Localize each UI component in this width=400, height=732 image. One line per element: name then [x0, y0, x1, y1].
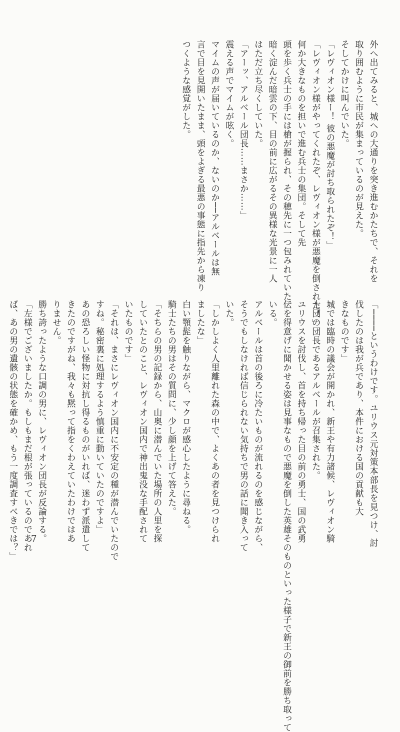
- lower-text-line: アルベールは首の後ろに冷たいものが流れるのを感じながら、: [252, 300, 263, 552]
- upper-text-line: 「アーッ、アルベール団長……まさか……」: [238, 40, 249, 220]
- upper-text-line: 何か大きなものを担いで進む兵士の集団。そして先: [295, 40, 306, 247]
- upper-text-line: 震える声でマイムが呟く。: [223, 40, 234, 148]
- upper-text-line: 頭を歩く兵士の手には槍が握られ、その穂先に一つ包みれていた。: [281, 40, 292, 310]
- lower-text-line: 伝を得意げに聞かせる姿は見事なもので悪魔を倒した英雄そのものといった様子で新王の御前を勝ち取って: [281, 300, 292, 732]
- lower-text-line: そうでもしなければ信じられない気持ちで男の話に聞き入って: [238, 300, 249, 552]
- lower-text-line: 伐したのは我が兵であり、本件における国の貢献も大: [353, 300, 364, 516]
- lower-text-line: ましたな」: [195, 300, 206, 345]
- upper-text-line: 外へ出てみると、城への大通りを突き進むかたちで、それを: [368, 40, 378, 283]
- upper-text-line: そしてかけに叫んでいた。: [339, 40, 350, 148]
- lower-text-line: ば、あの男の遺骸の状態を確かめ、もう一度調査すべきでは？」: [7, 300, 18, 561]
- lower-text-line: いたものです」: [123, 300, 134, 363]
- lower-text-line: すね。秘密裏に処理するよう慎重に動いていたのですよ」: [94, 300, 105, 534]
- lower-text-line: 勝ち誇ったような口調の男に、レヴィオン団長が反論する。: [36, 300, 47, 543]
- upper-text-line: マイムの声が届いているのか、ないのか──アルベールは無: [209, 40, 220, 277]
- lower-text-block: [7, 300, 380, 732]
- lower-text-line: ユリウスを討伐し、首を持ち帰った目の前の勇士、国の武勇: [295, 300, 306, 543]
- upper-text-line: 言で目を見開いたまま、頭をよぎる最悪の事態に指先から凍り: [195, 40, 206, 292]
- lower-text-line: 「────というわけです。ユリウス元対策本部長を見つけ、討: [368, 300, 378, 548]
- upper-text-line: 取り囲むように市民が集まっているのが見えた。: [353, 40, 364, 238]
- lower-text-line: 「そちらの男の記録から、山奥に潜んでいた場所の人里を探: [151, 300, 162, 543]
- lower-text-line: 城では臨時の議会が開かれ、新王や有力諸候、レヴィオン騎: [324, 300, 335, 543]
- lower-text-line: りません。: [51, 300, 62, 345]
- upper-text-line: 「レヴィオン様がやってくれたぞ、レヴィオン様が悪魔を倒された！」: [310, 40, 321, 328]
- lower-text-line: いる。: [267, 300, 278, 327]
- upper-text-line: はただ立ち尽くしていた。: [252, 40, 263, 148]
- upper-text-line: 暗く淀んだ暗雲の下、目の前に広がるその異様な光景に一人: [267, 40, 278, 283]
- page-number: 7: [31, 535, 37, 545]
- lower-text-line: 「しかしよく人里離れた森の中で、よくあの者を見つけられ: [209, 300, 220, 543]
- lower-text-line: きたのですがね、我々も黙って指をくわえていたわけではあ: [65, 300, 76, 543]
- lower-text-line: 士団の団長であるアルベールが召集された。: [310, 300, 321, 480]
- lower-text-line: いた。: [223, 300, 234, 327]
- lower-text-line: 「左様でございましたか。もしもまだ根が張っているのであれ: [22, 300, 33, 552]
- lower-text-line: きなものです」: [339, 300, 350, 363]
- lower-text-line: 「それは、まさにレヴィオン国内に不安定の種が潜んでいたので: [108, 300, 119, 561]
- upper-text-line: つくような感覚がした。: [180, 40, 191, 139]
- lower-text-line: していたとのこと、レヴィオン国内で神出鬼没な手配されて: [137, 300, 148, 543]
- upper-text-line: 「レヴィオン様ー！ 彼の悪魔が討ち取られたぞ！」: [324, 40, 335, 251]
- lower-text-line: あの恐ろしい怪物に対抗し得るものがいれば、迷わず派遣して: [79, 300, 90, 552]
- lower-text-line: 白い顎髭を触りながら、マクロが感心したように尋ねる。: [180, 300, 191, 534]
- lower-text-line: 騎士たちの男はその質問に、少し顔を上げて答えた。: [166, 300, 177, 516]
